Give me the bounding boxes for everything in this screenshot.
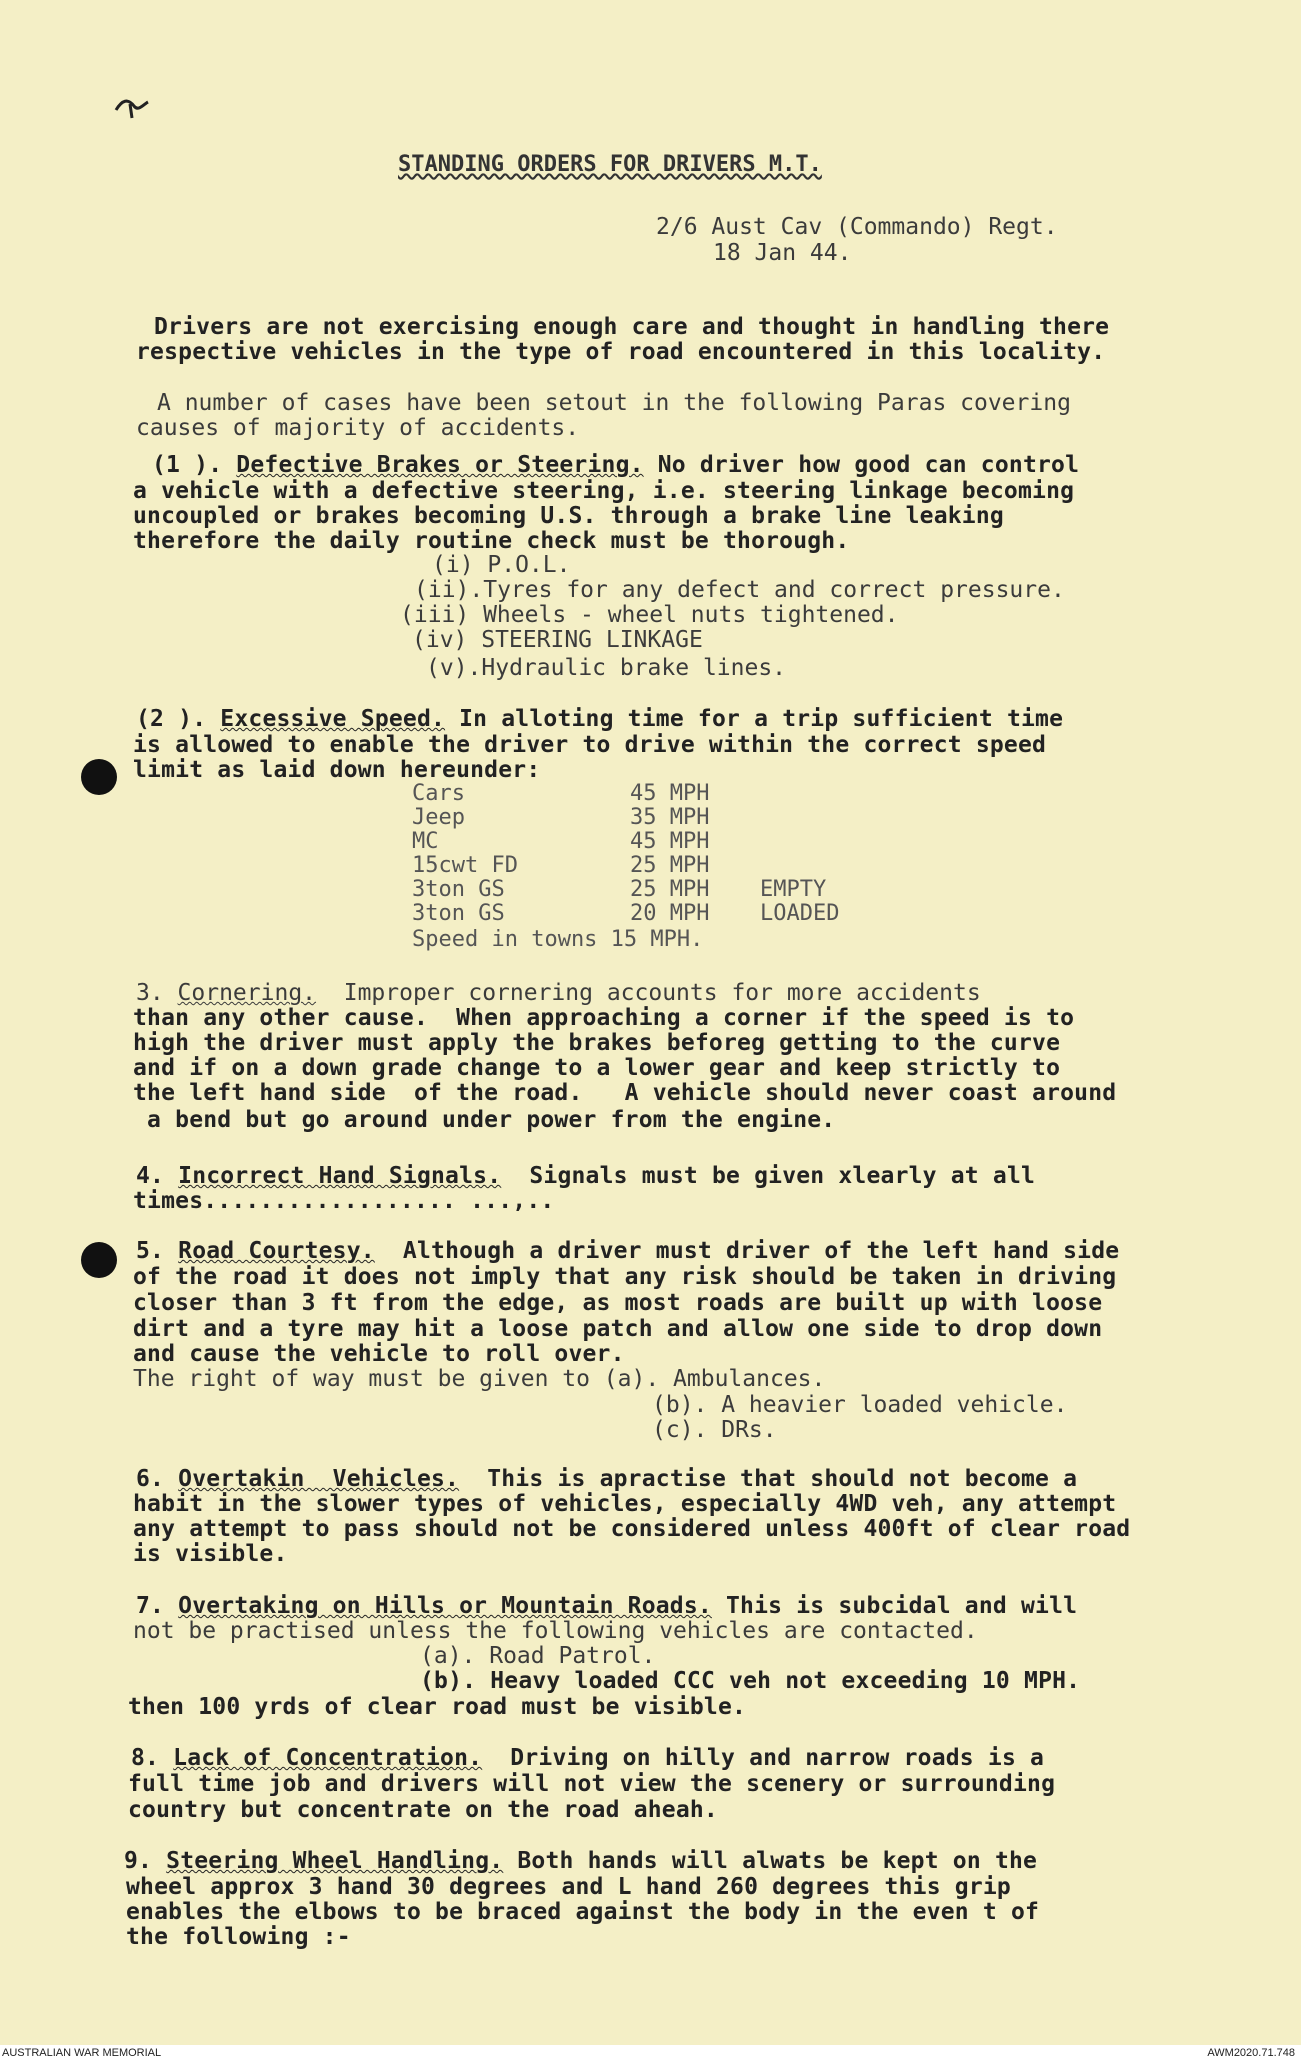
footer-accession-number: AWM2020.71.748 [1207, 2047, 1295, 2059]
para-3-line: than any other cause. When approaching a corner if the speed is to [133, 1005, 1075, 1031]
document-date: 18 Jan 44. [713, 240, 852, 266]
para-9-heading: Steering Wheel Handling. [166, 1848, 504, 1874]
para-1-first-line [152, 452, 1079, 478]
para-6-number: 6. [136, 1466, 179, 1492]
para-4-first-text: Signals must be given xlearly at all [501, 1163, 1036, 1189]
para-5-line: and cause the vehicle to roll over. [133, 1341, 625, 1367]
para-9-line: the following :- [126, 1924, 351, 1950]
intro-line-1: Drivers are not exercising enough care and thought in handling there [154, 314, 1110, 340]
para-2-first-line [136, 706, 1063, 732]
para-9-number: 9. [124, 1848, 167, 1874]
para-5-sub: (b). A heavier loaded vehicle. [652, 1392, 1068, 1418]
ink-mark-icon [112, 92, 152, 122]
para-3-first-text: Improper cornering accounts for more accidents [316, 980, 981, 1006]
para-1-line: uncoupled or brakes becoming U.S. through a brake line leaking [133, 503, 1004, 529]
para-3-line: high the driver must apply the brakes beforeg getting to the curve [133, 1030, 1061, 1056]
punch-hole [81, 759, 117, 795]
check-item: (iv) STEERING LINKAGE [412, 627, 703, 653]
punch-hole [81, 1242, 117, 1278]
speed-limit: 45 MPH [630, 829, 710, 854]
para-4-first-line [136, 1163, 1035, 1189]
document-title: STANDING ORDERS FOR DRIVERS M.T. [398, 152, 822, 177]
para-7-heading: Overtaking on Hills or Mountain Roads. [178, 1593, 712, 1619]
speed-vehicle: 15cwt FD [412, 853, 518, 878]
para-2-line: is allowed to enable the driver to drive within the correct speed [133, 732, 1047, 758]
para-5-line: The right of way must be given to (a). Ambulances. [133, 1366, 826, 1392]
speed-vehicle: 3ton GS [412, 877, 505, 902]
footer-credit: AUSTRALIAN WAR MEMORIAL [2, 2047, 162, 2059]
para-5-number: 5. [136, 1238, 179, 1264]
para-8-first-line [131, 1745, 1044, 1771]
para-5-line: dirt and a tyre may hit a loose patch and allow one side to drop down [133, 1316, 1103, 1342]
para-9-first-line [124, 1848, 1037, 1874]
para-8-line: country but concentrate on the road aheah. [128, 1797, 718, 1823]
para-5-first-text: Although a driver must driver of the left hand side [374, 1238, 1120, 1264]
para-3-line: a bend but go around under power from the engine. [133, 1107, 836, 1133]
para-1-heading: Defective Brakes or Steering. [236, 452, 644, 478]
para-7-after: then 100 yrds of clear road must be visible. [128, 1694, 747, 1720]
para-2-first-text: In alloting time for a trip sufficient time [445, 706, 1064, 732]
para-7-sub: (b). Heavy loaded CCC veh not exceeding 10 MPH. [420, 1668, 1081, 1694]
speed-limit: 25 MPH [630, 853, 710, 878]
para-6-line: habit in the slower types of vehicles, especially 4WD veh, any attempt [133, 1491, 1117, 1517]
check-item: (i) P.O.L. [432, 552, 571, 578]
speed-limit: 25 MPH [630, 877, 710, 902]
para-7-number: 7. [136, 1593, 179, 1619]
para-6-first-text: This is apractise that should not become a [459, 1466, 1078, 1492]
para-8-line: full time job and drivers will not view the scenery or surrounding [128, 1771, 1056, 1797]
speed-limit: 20 MPH [630, 901, 710, 926]
para-4-number: 4. [136, 1163, 179, 1189]
speed-vehicle: Cars [412, 781, 465, 806]
para-7-sub: (a). Road Patrol. [420, 1643, 656, 1669]
para-4-line: times.................. ...,.. [133, 1188, 555, 1214]
para-5-sub: (c). DRs. [652, 1417, 777, 1443]
speed-note: EMPTY [760, 877, 827, 902]
para-2-line: limit as laid down hereunder: [133, 757, 541, 783]
speed-limit: 45 MPH [630, 781, 710, 806]
intro2-line-1: A number of cases have been setout in the following Paras covering [157, 390, 1071, 416]
para-6-line: any attempt to pass should not be considered unless 400ft of clear road [133, 1516, 1131, 1542]
para-1-first-text: No driver how good can control [643, 452, 1080, 478]
speed-note: LOADED [760, 901, 840, 926]
speed-vehicle: Jeep [412, 805, 465, 830]
para-2-heading: Excessive Speed. [220, 706, 446, 732]
para-3-heading: Cornering. [177, 980, 317, 1006]
check-item: (ii).Tyres for any defect and correct pressure. [414, 577, 1065, 603]
para-5-line: of the road it does not imply that any risk should be taken in driving [133, 1264, 1117, 1290]
para-9-first-text: Both hands will alwats be kept on the [503, 1848, 1038, 1874]
para-9-line: enables the elbows to be braced against the body in the even t of [126, 1899, 1040, 1925]
para-6-first-line [136, 1466, 1077, 1492]
para-6-heading: Overtakin Vehicles. [178, 1466, 460, 1492]
para-9-line: wheel approx 3 hand 30 degrees and L hand 260 degrees this grip [126, 1874, 1011, 1900]
intro2-line-2: causes of majority of accidents. [136, 415, 580, 441]
para-8-number: 8. [131, 1745, 174, 1771]
para-3-line: and if on a down grade change to a lower gear and keep strictly to [133, 1055, 1061, 1081]
para-6-line: is visible. [133, 1541, 288, 1567]
para-7-first-line [136, 1593, 1077, 1619]
speed-vehicle: MC [412, 829, 439, 854]
para-7-first-text: This is subcidal and will [711, 1593, 1078, 1619]
para-2-number: (2 ). [136, 706, 221, 732]
speed-towns: Speed in towns 15 MPH. [412, 927, 704, 952]
para-3-line: the left hand side of the road. A vehicle should never coast around [133, 1080, 1117, 1106]
para-5-heading: Road Courtesy. [178, 1238, 375, 1264]
para-5-line: closer than 3 ft from the edge, as most roads are built up with loose [133, 1290, 1103, 1316]
para-3-first-line [136, 980, 981, 1006]
unit-name: 2/6 Aust Cav (Commando) Regt. [656, 214, 1058, 240]
para-1-number: (1 ). [152, 452, 237, 478]
para-1-line: therefore the daily routine check must be thorough. [133, 528, 850, 554]
check-item: (v).Hydraulic brake lines. [426, 655, 787, 681]
para-8-first-text: Driving on hilly and narrow roads is a [482, 1745, 1045, 1771]
check-item: (iii) Wheels - wheel nuts tightened. [400, 602, 899, 628]
intro-line-2: respective vehicles in the type of road encountered in this locality. [136, 339, 1106, 365]
para-5-first-line [136, 1238, 1119, 1264]
speed-limit: 35 MPH [630, 805, 710, 830]
para-7-line: not be practised unless the following vehicles are contacted. [133, 1618, 978, 1644]
para-3-number: 3. [136, 980, 178, 1006]
para-1-line: a vehicle with a defective steering, i.e. steering linkage becoming [133, 478, 1075, 504]
speed-vehicle: 3ton GS [412, 901, 505, 926]
para-4-heading: Incorrect Hand Signals. [178, 1163, 502, 1189]
para-8-heading: Lack of Concentration. [173, 1745, 483, 1771]
